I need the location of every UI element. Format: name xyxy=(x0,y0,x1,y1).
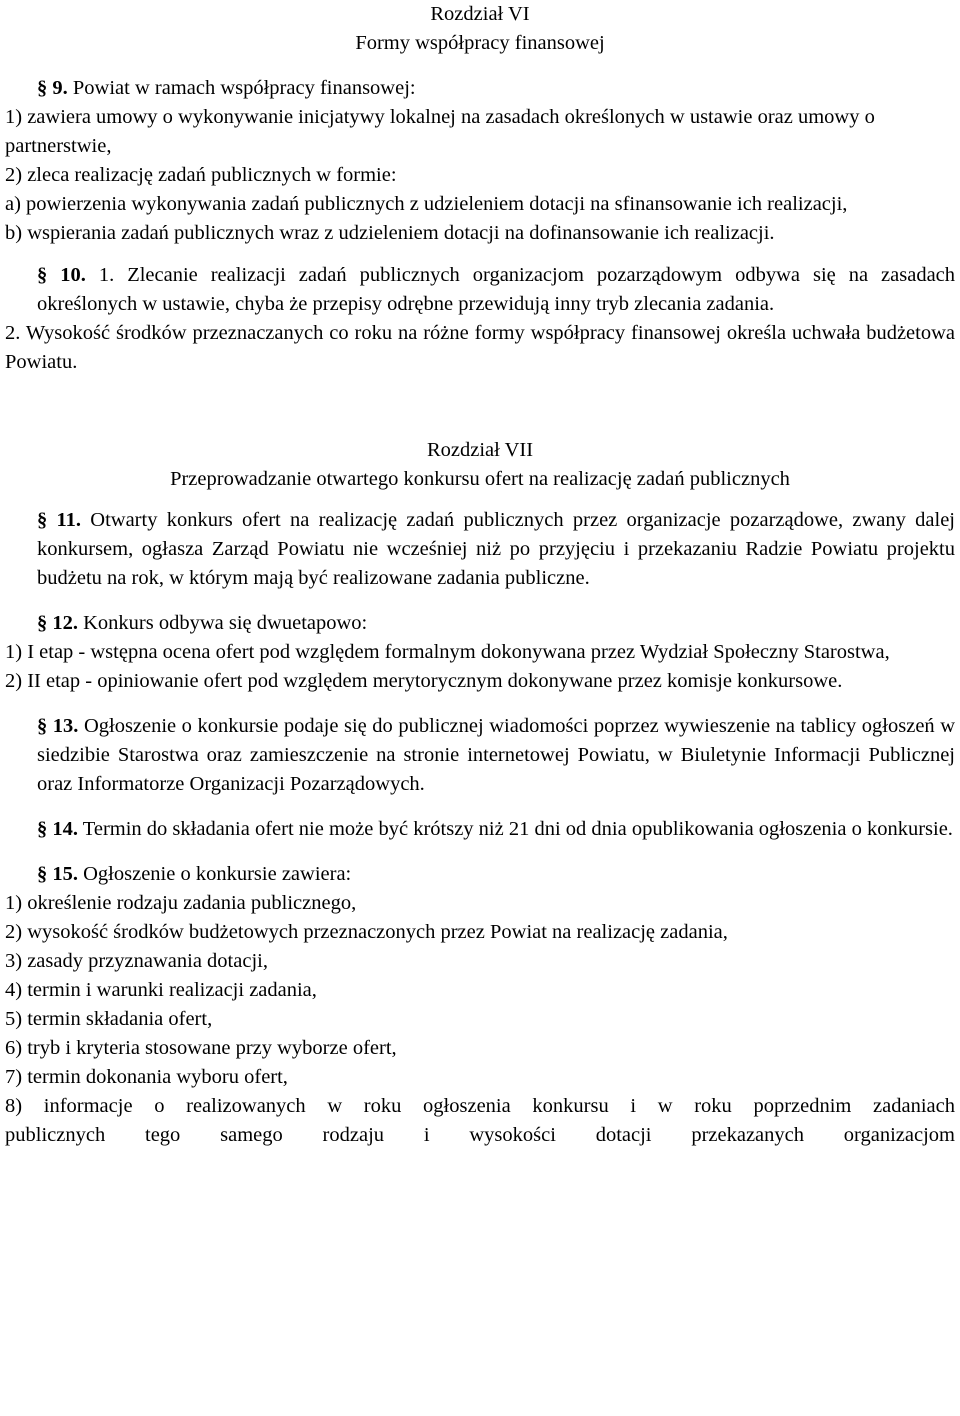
section-9-text: Powiat w ramach współpracy finansowej: xyxy=(72,77,416,99)
section-11-mark: § 11. xyxy=(37,509,82,531)
section-10-paragraph-2: 2. Wysokość środków przeznaczanych co roku na różne formy współpracy finansowej określa uchwała budżetowa Powiatu. xyxy=(5,322,955,373)
section-10-mark: § 10. xyxy=(37,264,86,286)
document-page xyxy=(5,0,955,1150)
section-13-paragraph xyxy=(5,712,955,799)
section-9-mark: § 9. xyxy=(37,77,68,99)
section-15-item-7: 7) termin dokonania wyboru ofert, xyxy=(5,1066,288,1088)
section-15-intro xyxy=(5,860,955,889)
section-9-item-1: 1) zawiera umowy o wykonywanie inicjatywy lokalnej na zasadach określonych w ustawie oraz umowy o partnerstwie, xyxy=(5,106,875,157)
section-15-item-1: 1) określenie rodzaju zadania publicznego, xyxy=(5,892,357,914)
section-9-item-2: 2) zleca realizację zadań publicznych w formie: xyxy=(5,164,397,186)
section-12-mark: § 12. xyxy=(37,612,78,634)
chapter-7-heading: Rozdział VII xyxy=(426,439,534,461)
section-10-p1-text: 1. Zlecanie realizacji zadań publicznych organizacjom pozarządowym odbywa się na zasadach określonych w ustawie, chyba że przepisy odrębne przewidują inny tryb zlecania zadania. xyxy=(37,264,956,315)
section-15-item-6: 6) tryb i kryteria stosowane przy wyborze ofert, xyxy=(5,1037,397,1059)
section-9-intro xyxy=(5,74,955,103)
section-15-item-3: 3) zasady przyznawania dotacji, xyxy=(5,950,268,972)
section-15-text: Ogłoszenie o konkursie zawiera: xyxy=(83,863,352,885)
section-14-text: Termin do składania ofert nie może być krótszy niż 21 dni od dnia opublikowania ogłoszenia o konkursie. xyxy=(82,818,953,840)
section-9-item-a: a) powierzenia wykonywania zadań publicznych z udzieleniem dotacji na sfinansowanie ich realizacji, xyxy=(5,193,848,215)
section-15-item-8-line-2: publicznych tego samego rodzaju i wysokości dotacji przekazanych organizacjom xyxy=(5,1124,955,1146)
section-14-paragraph xyxy=(5,815,955,844)
section-15-item-2: 2) wysokość środków budżetowych przeznaczonych przez Powiat na realizację zadania, xyxy=(5,921,728,943)
section-15-mark: § 15. xyxy=(37,863,78,885)
section-12-text: Konkurs odbywa się dwuetapowo: xyxy=(83,612,368,634)
section-11-text: Otwarty konkurs ofert na realizację zadań publicznych przez organizacje pozarządowe, zwany dalej konkursem, ogłasza Zarząd Powiatu nie wcześniej niż po przyjęciu i przekazaniu Radzie Powiatu projektu budżetu na rok, w którym mają być realizowane zadania publiczne. xyxy=(37,509,956,589)
section-15-item-8-line-1: 8) informacje o realizowanych w roku ogłoszenia konkursu i w roku poprzednim zadaniach xyxy=(5,1095,955,1117)
section-13-mark: § 13. xyxy=(37,715,79,737)
section-9-item-b: b) wspierania zadań publicznych wraz z udzieleniem dotacji na dofinansowanie ich realizacji. xyxy=(5,222,775,244)
chapter-6-heading: Rozdział VI xyxy=(430,3,530,25)
section-12-item-1: 1) I etap - wstępna ocena ofert pod względem formalnym dokonywana przez Wydział Społeczny Starostwa, xyxy=(5,641,890,663)
section-14-mark: § 14. xyxy=(37,818,78,840)
section-10-paragraph-1 xyxy=(5,261,955,319)
chapter-7-subheading: Przeprowadzanie otwartego konkursu ofert na realizację zadań publicznych xyxy=(170,468,790,490)
chapter-6-subheading: Formy współpracy finansowej xyxy=(355,32,605,54)
section-13-text: Ogłoszenie o konkursie podaje się do publicznej wiadomości poprzez wywieszenie na tablicy ogłoszeń w siedzibie Starostwa oraz zamieszczenie na stronie internetowej Powiatu, w Biuletynie Informacji Publicznej oraz Informatorze Organizacji Pozarządowych. xyxy=(37,715,956,795)
section-15-item-4: 4) termin i warunki realizacji zadania, xyxy=(5,979,317,1001)
section-12-intro xyxy=(5,609,955,638)
section-11-paragraph xyxy=(5,506,955,593)
section-12-item-2: 2) II etap - opiniowanie ofert pod względem merytorycznym dokonywane przez komisje konkursowe. xyxy=(5,670,843,692)
section-15-item-5: 5) termin składania ofert, xyxy=(5,1008,213,1030)
